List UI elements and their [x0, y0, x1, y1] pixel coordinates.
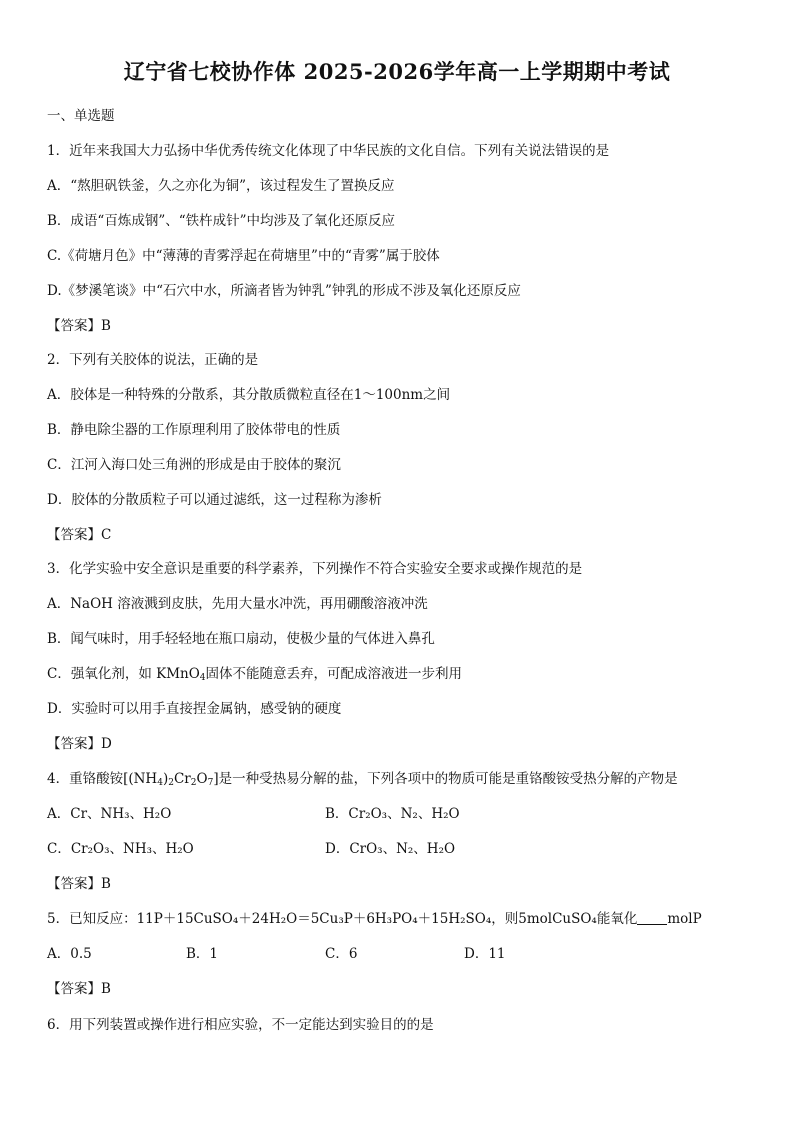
question-5-option-c: C．6 [325, 946, 358, 962]
question-2-option-d: D．胶体的分散质粒子可以通过滤纸，这一过程称为渗析 [47, 492, 382, 508]
question-1-option-a: A．“熬胆矾铁釜，久之亦化为铜”，该过程发生了置换反应 [47, 178, 395, 194]
question-2-answer: 【答案】C [47, 527, 112, 543]
question-5-option-b: B．1 [186, 946, 219, 962]
question-3-option-a: A．NaOH 溶液溅到皮肤，先用大量水冲洗，再用硼酸溶液冲洗 [47, 596, 428, 612]
question-1-answer: 【答案】B [47, 318, 111, 334]
question-4-option-d: D．CrO₃、N₂、H₂O [325, 841, 456, 857]
page-title: 辽宁省七校协作体 2025-2026学年高一上学期期中考试 [123, 59, 671, 84]
question-4-option-b: B．Cr₂O₃、N₂、H₂O [325, 806, 460, 822]
question-1-option-c: C.《荷塘月色》中“薄薄的青雾浮起在荷塘里”中的“青雾”属于胶体 [47, 248, 440, 264]
question-4-option-a: A．Cr、NH₃、H₂O [47, 806, 172, 822]
question-1-stem: 1．近年来我国大力弘扬中华优秀传统文化体现了中华民族的文化自信。下列有关说法错误的是 [47, 143, 610, 159]
question-4-option-c: C．Cr₂O₃、NH₃、H₂O [47, 841, 194, 857]
question-3-stem: 3．化学实验中安全意识是重要的科学素养，下列操作不符合实验安全要求或操作规范的是 [47, 561, 583, 577]
question-5-option-d: D．11 [464, 946, 506, 962]
question-3-option-b: B．闻气味时，用手轻轻地在瓶口扇动，使极少量的气体进入鼻孔 [47, 631, 435, 647]
question-4-answer: 【答案】B [47, 876, 111, 892]
question-4-stem: 4．重铬酸铵$[(NH_4)_2Cr_2O_7]$是一种受热易分解的盐，下列各项中的物质可能是重铬酸铵受热分解的产物是 [47, 771, 678, 788]
question-2-option-c: C．江河入海口处三角洲的形成是由于胶体的聚沉 [47, 457, 341, 473]
question-2-option-a: A．胶体是一种特殊的分散系，其分散质微粒直径在1～100nm之间 [47, 387, 451, 403]
question-1-option-d: D.《梦溪笔谈》中“石穴中水，所滴者皆为钟乳”钟乳的形成不涉及氧化还原反应 [47, 283, 521, 299]
question-6-stem: 6．用下列装置或操作进行相应实验，不一定能达到实验目的的是 [47, 1017, 434, 1033]
question-1-option-b: B．成语“百炼成钢”、“铁杵成针”中均涉及了氧化还原反应 [47, 213, 396, 229]
section-heading: 一、单选题 [47, 108, 115, 124]
question-3-option-d: D．实验时可以用手直接捏金属钠，感受钠的硬度 [47, 701, 342, 717]
question-5-stem: 5．已知反应：11P＋15CuSO₄＋24H₂O＝5Cu₃P＋6H₃PO₄＋15H₂SO₄，则5molCuSO₄能氧化 molP [47, 911, 702, 927]
question-3-option-c: C．强氧化剂，如 KMnO$_4$固体不能随意丢弃，可配成溶液进一步利用 [47, 666, 463, 683]
question-3-answer: 【答案】D [47, 736, 112, 752]
question-5-option-a: A．0.5 [47, 946, 92, 962]
question-5-answer: 【答案】B [47, 981, 111, 997]
answer-blank [637, 923, 667, 925]
question-2-stem: 2．下列有关胶体的说法，正确的是 [47, 352, 259, 368]
question-2-option-b: B．静电除尘器的工作原理利用了胶体带电的性质 [47, 422, 341, 438]
